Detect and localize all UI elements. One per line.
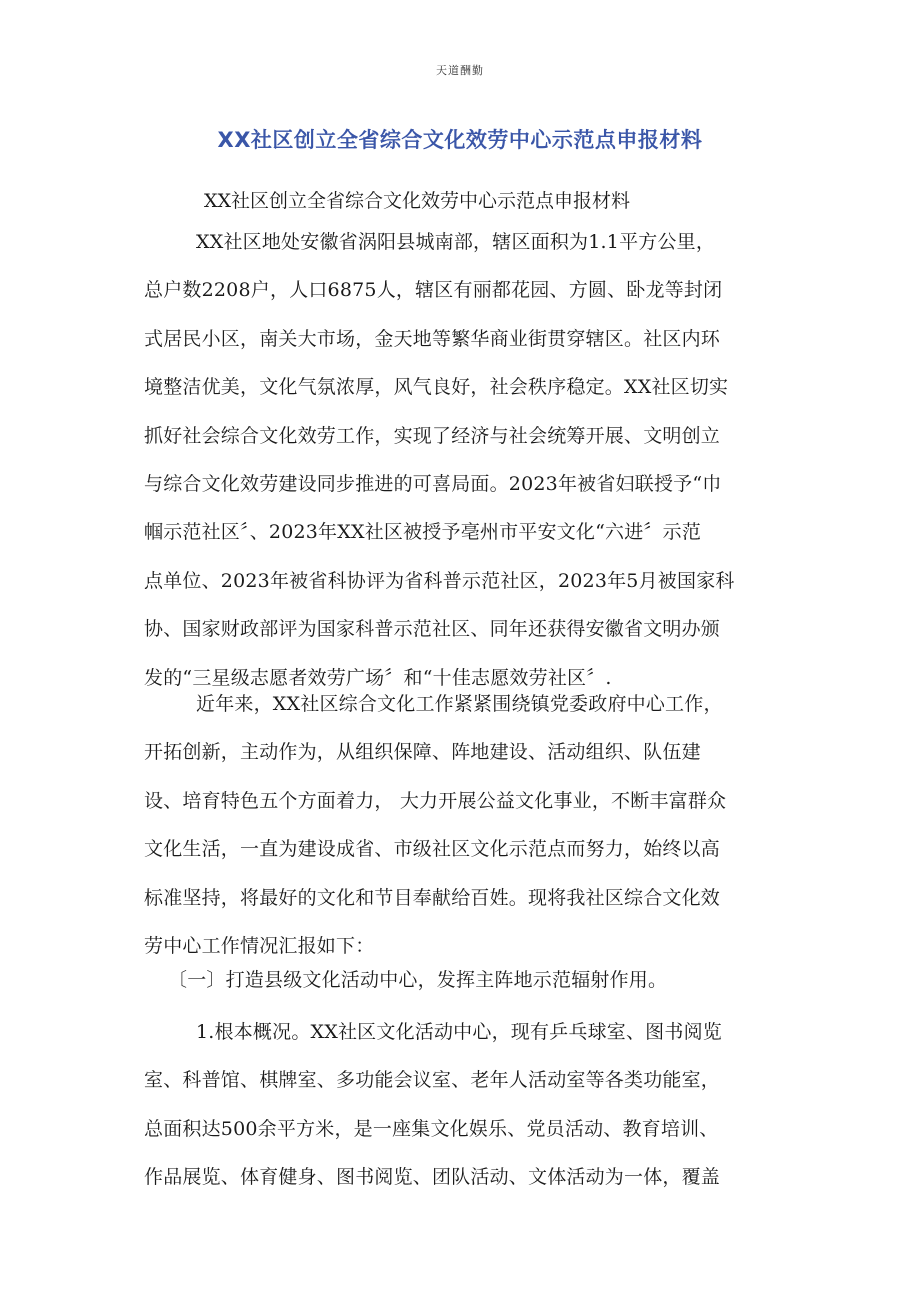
section-heading-block xyxy=(144,956,780,1004)
paragraph-line: 总面积达500余平方米，是一座集文化娱乐、党员活动、教育培训、 xyxy=(144,1117,719,1140)
paragraph-line: 近年来，XX社区综合文化工作紧紧围绕镇党委政府中心工作， xyxy=(196,693,723,715)
paragraph-overview xyxy=(144,1008,780,1202)
paragraph-line: 帼示范社区〞、2023年XX社区被授予亳州市平安文化“六进〞示范 xyxy=(144,521,702,544)
paragraph-line: 室、科普馆、棋牌室、多功能会议室、老年人活动室等各类功能室， xyxy=(144,1069,721,1092)
paragraph-line: 设、培育特色五个方面着力， 大力开展公益文化事业，不断丰富群众 xyxy=(144,789,727,812)
paragraph-line: 作品展览、体育健身、图书阅览、团队活动、文体活动为一体，覆盖 xyxy=(144,1166,721,1189)
paragraph-line: 标准坚持，将最好的文化和节目奉献给百姓。现将我社区综合文化效 xyxy=(144,886,721,909)
paragraph-line: 文化生活，一直为建设成省、市级社区文化示范点而努力，始终以高 xyxy=(144,838,721,861)
page-header: 天道酬勤 xyxy=(436,64,484,77)
paragraph-line: 总户数2208户，人口6875人，辖区有丽都花园、方圆、卧龙等封闭 xyxy=(144,279,723,302)
paragraph-recent-years xyxy=(144,680,780,970)
section-heading: 〔一〕打造县级文化活动中心，发挥主阵地示范辐射作用。 xyxy=(168,969,668,991)
paragraph-line: 与综合文化效劳建设同步推进的可喜局面。2023年被省妇联授予“巾 xyxy=(144,472,722,495)
paragraph-line: 抓好社会综合文化效劳工作，实现了经济与社会统筹开展、文明创立 xyxy=(144,424,721,447)
paragraph-line: XX社区地处安徽省涡阳县城南部，辖区面积为1.1平方公里， xyxy=(196,231,716,253)
paragraph-intro xyxy=(144,218,780,702)
paragraph-line: 境整洁优美，文化气氛浓厚，风气良好，社会秩序稳定。XX社区切实 xyxy=(144,376,729,399)
document-title: XX社区创立全省综合文化效劳中心示范点申报材料 xyxy=(217,128,703,152)
document-subtitle: XX社区创立全省综合文化效劳中心示范点申报材料 xyxy=(204,190,631,212)
paragraph-line: 1.根本概况。XX社区文化活动中心，现有乒乓球室、图书阅览 xyxy=(196,1021,722,1043)
paragraph-line: 开拓创新，主动作为，从组织保障、阵地建设、活动组织、队伍建 xyxy=(144,741,701,764)
paragraph-line: 点单位、2023年被省科协评为省科普示范社区，2023年5月被国家科 xyxy=(144,569,735,592)
paragraph-line: 劳中心工作情况汇报如下： xyxy=(144,934,375,957)
paragraph-line: 发的“三星级志愿者效劳广场〞和“十佳志愿效劳社区〞. xyxy=(144,666,612,689)
paragraph-line: 式居民小区，南关大市场，金天地等繁华商业街贯穿辖区。社区内环 xyxy=(144,327,721,350)
paragraph-line: 协、国家财政部评为国家科普示范社区、同年还获得安徽省文明办颁 xyxy=(144,618,721,641)
